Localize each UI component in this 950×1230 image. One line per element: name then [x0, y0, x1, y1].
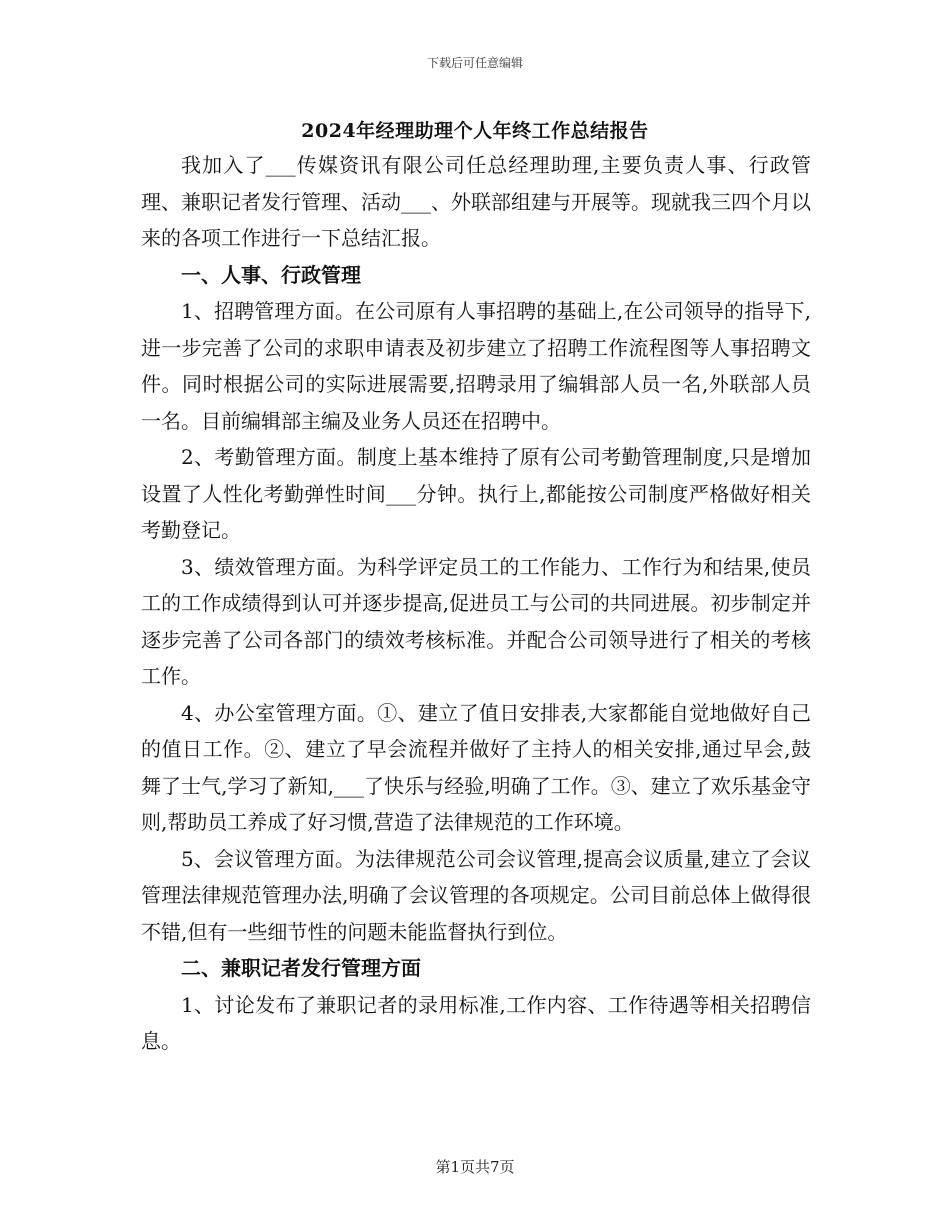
- intro-paragraph: 我加入了___传媒资讯有限公司任总经理助理,主要负责人事、行政管理、兼职记者发行管理、活动___、外联部组建与开展等。现就我三四个月以来的各项工作进行一下总结汇报。: [141, 153, 811, 250]
- paragraph-attendance: 2、考勤管理方面。制度上基本维持了原有公司考勤管理制度,只是增加设置了人性化考勤弹性时间___分钟。执行上,都能按公司制度严格做好相关考勤登记。: [141, 445, 811, 542]
- paragraph-recruitment: 1、招聘管理方面。在公司原有人事招聘的基础上,在公司领导的指导下,进一步完善了公司的求职申请表及初步建立了招聘工作流程图等人事招聘文件。同时根据公司的实际进展需要,招聘录用了编辑部人员一名,外联部人员一名。目前编辑部主编及业务人员还在招聘中。: [141, 299, 811, 433]
- page-number: 第1页共7页: [435, 1158, 515, 1176]
- paragraph-meeting: 5、会议管理方面。为法律规范公司会议管理,提高会议质量,建立了会议管理法律规范管理办法,明确了会议管理的各项规定。公司目前总体上做得很不错,但有一些细节性的问题未能监督执行到位。: [141, 846, 811, 944]
- paragraph-reporter-recruitment: 1、讨论发布了兼职记者的录用标准,工作内容、工作待遇等相关招聘信息。: [141, 992, 811, 1053]
- document-body: [141, 147, 811, 1060]
- document-title: 2024年经理助理个人年终工作总结报告: [301, 120, 649, 142]
- paragraph-office: 4、办公室管理方面。①、建立了值日安排表,大家都能自觉地做好自己的值日工作。②、建立了早会流程并做好了主持人的相关安排,通过早会,鼓舞了士气,学习了新知,___了快乐与经验,明确了工作。③、建立了欢乐基金守则,帮助员工养成了好习惯,营造了法律规范的工作环境。: [141, 700, 811, 834]
- header-note: 下载后可任意编辑: [426, 56, 523, 70]
- section-heading-reporters: 二、兼职记者发行管理方面: [181, 956, 421, 980]
- section-heading-personnel: 一、人事、行政管理: [181, 262, 361, 287]
- paragraph-performance: 3、绩效管理方面。为科学评定员工的工作能力、工作行为和结果,使员工的工作成绩得到认可并逐步提高,促进员工与公司的共同进展。初步制定并逐步完善了公司各部门的绩效考核标准。并配合公司领导进行了相关的考核工作。: [141, 554, 811, 688]
